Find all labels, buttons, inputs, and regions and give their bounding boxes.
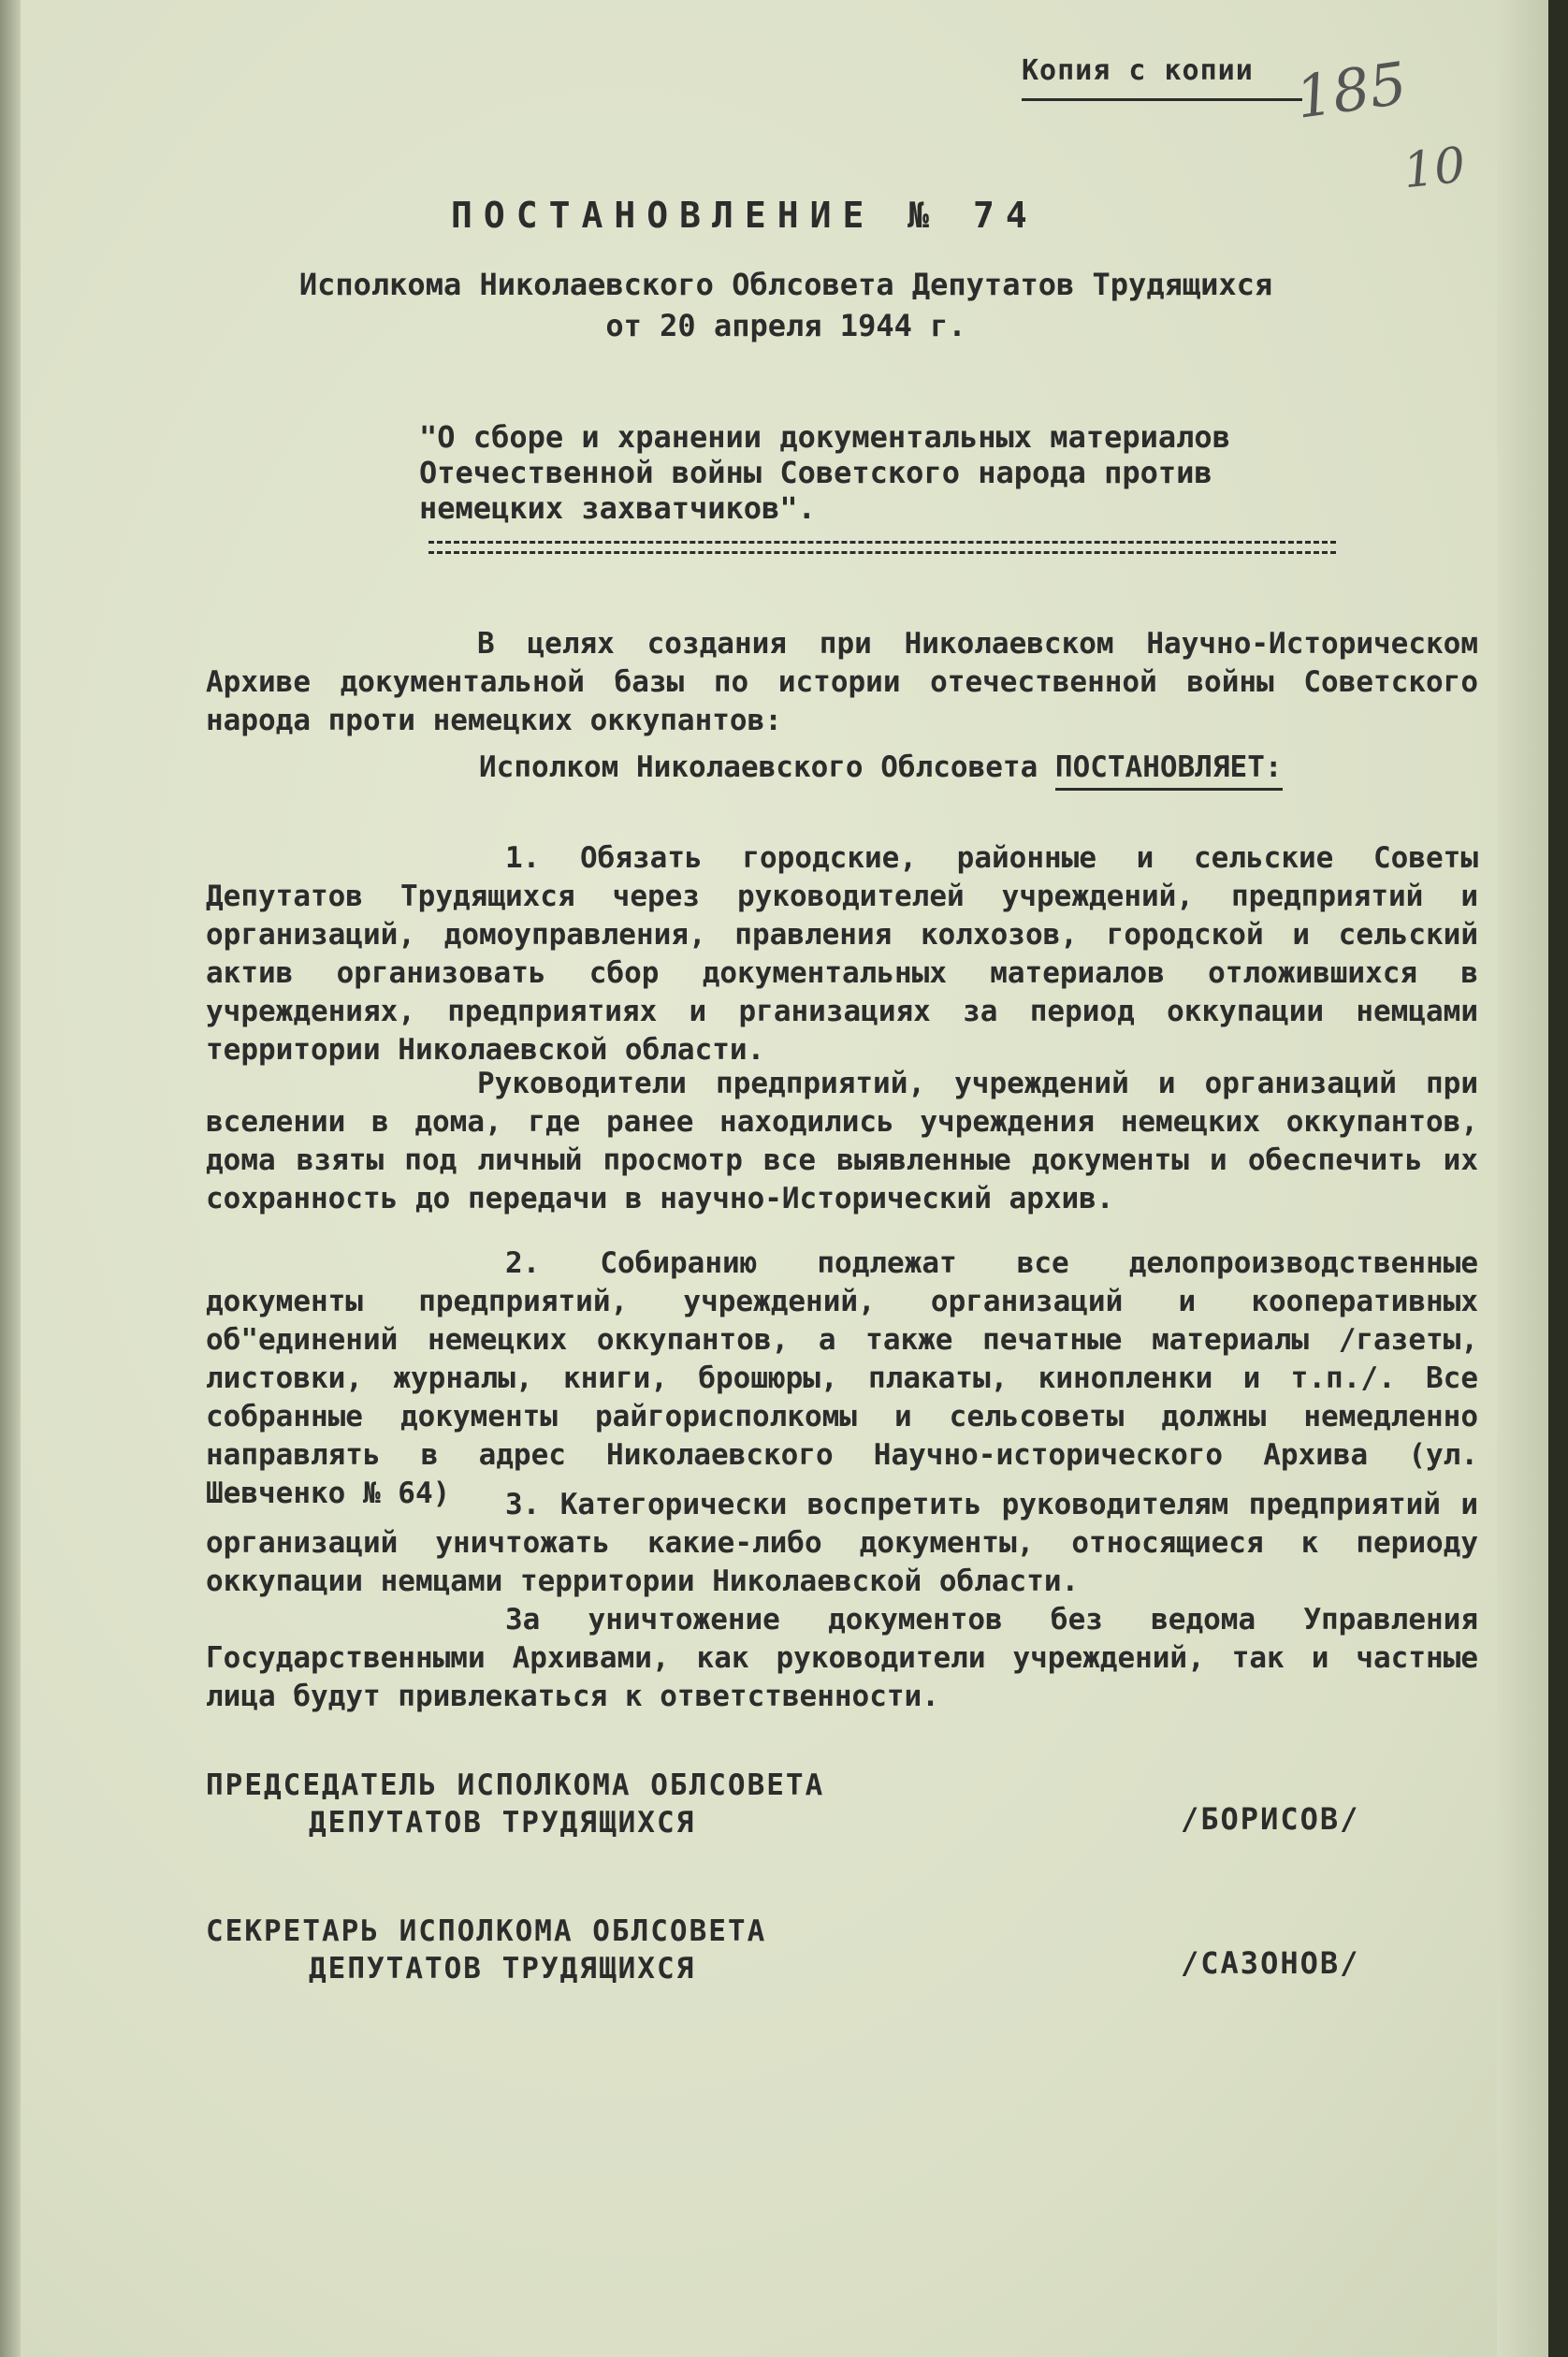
pencil-page-number: 185 <box>1291 49 1411 132</box>
signature-title-line: ДЕПУТАТОВ ТРУДЯЩИХСЯ <box>309 1952 696 1986</box>
issuer-block <box>215 264 1357 346</box>
date-line: от 20 апреля 1944 г. <box>605 308 966 343</box>
copy-stamp: Копия с копии <box>1022 54 1302 101</box>
page-right-edge <box>1497 0 1548 2357</box>
resolve-keyword: ПОСТАНОВЛЯЕТ: <box>1055 750 1283 791</box>
point-3: 3. Категорически воспретить руководителям предприятий и организаций уничтожать какие-либо документы, относящиеся к периоду оккупации немцами территории Николаевской области. <box>206 1488 1478 1598</box>
signature-title-secretary <box>206 1913 766 1987</box>
point-1: 1. Обязать городские, районные и сельские Советы Депутатов Трудящихся через руководителей учреждений, предприятий и организаций, домоуправления, правления колхозов, городской и сельский актив организовать сбор документальных материалов отложившихся в учреждениях, предприятиях и рганизациях за период оккупации немцами территории Николаевской области. <box>206 841 1478 1067</box>
point-1-continuation: Руководители предприятий, учреждений и организаций при вселении в дома, где ранее находились учреждения немецких оккупантов, дома взяты под личный просмотр все выявленные документы и обеспечить их сохранность до передачи в научно-Исторический архив. <box>206 1067 1478 1215</box>
point-3-continuation: За уничтожение документов без ведома Управления Государственными Архивами, как руководители учреждений, так и частные лица будут привлекаться к ответственности. <box>206 1603 1478 1713</box>
issuer-line: Исполкома Николаевского Облсовета Депутатов Трудящихся <box>298 267 1273 302</box>
signature-name-secretary: /САЗОНОВ/ <box>1181 1945 1360 1981</box>
dashed-divider <box>428 541 1336 554</box>
signature-title-line: СЕКРЕТАРЬ ИСПОЛКОМА ОБЛСОВЕТА <box>206 1914 767 1948</box>
resolve-prefix: Исполком Николаевского Облсовета <box>479 750 1038 784</box>
page-binding-edge <box>0 0 21 2357</box>
resolution-subject: "О сборе и хранении документальных материалов Отечественной войны Советского народа против немецких захватчиков". <box>419 419 1230 526</box>
signature-title-line: ДЕПУТАТОВ ТРУДЯЩИХСЯ <box>309 1806 696 1840</box>
signature-name-chairman: /БОРИСОВ/ <box>1181 1801 1360 1837</box>
resolve-line <box>479 749 1415 787</box>
document-title: ПОСТАНОВЛЕНИЕ № 74 <box>451 195 1038 236</box>
point-2: 2. Собиранию подлежат все делопроизводственные документы предприятий, учреждений, организаций и кооперативных об"единений немецких оккупантов, а также печатные материалы /газеты, листовки, журналы, книги, брошюры, плакаты, кинопленки и т.п./. Все собранные документы райгорисполкомы и сельсоветы должны немедленно направлять в адрес Николаевского Научно-исторического Архива (ул. Шевченко № 64) <box>206 1246 1478 1510</box>
signature-title-line: ПРЕДСЕДАТЕЛЬ ИСПОЛКОМА ОБЛСОВЕТА <box>206 1768 825 1802</box>
pencil-sheet-number: 10 <box>1401 137 1469 200</box>
signature-title-chairman <box>206 1767 824 1841</box>
intro-paragraph: В целях создания при Николаевском Научно-Историческом Архиве документальной базы по истории отечественной войны Советского народа проти немецких оккупантов: <box>206 627 1478 737</box>
